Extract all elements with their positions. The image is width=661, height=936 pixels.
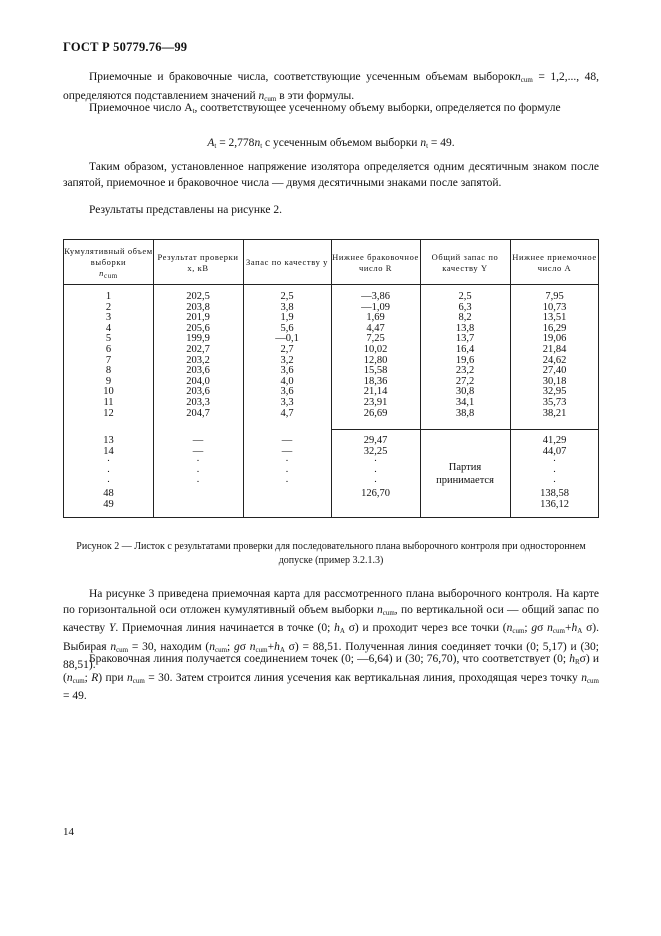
column-y-upper: 2,5 3,8 1,9 5,6 —0,1 2,7 3,2 3,6 4,0 3,6 3,3 4,7 <box>275 291 299 419</box>
header-quality-margin: Запас по качеству y <box>246 257 328 267</box>
standard-header: ГОСТ Р 50779.76—99 <box>63 40 188 54</box>
header-test-result: Результат проверки x, кВ <box>157 252 239 273</box>
header-acceptance-number: Нижнее приемочное число A <box>512 252 597 273</box>
column-x-upper: 202,5 203,8 201,9 205,6 199,9 202,7 203,2 203,6 204,0 203,6 203,3 204,7 <box>186 291 210 419</box>
figure-caption: Рисунок 2 — Листок с результатами проверки для последовательного плана выборочного контроля при одностороннем допуске (пример 3.2.1.3) <box>76 541 586 566</box>
paragraph-conclusion: Таким образом, установленное напряжение изолятора определяется одним десятичным знаком после запятой, приемочное и браковочное числа — двумя десятичными знаками после запятой. <box>63 161 599 189</box>
header-rejection-number: Нижнее браковочное число R <box>332 252 419 273</box>
header-total-margin: Общий запас по качеству Y <box>431 252 499 273</box>
column-total-y-upper: 2,5 6,3 8,2 13,8 13,7 16,4 19,6 23,2 27,2 30,8 34,1 38,8 <box>455 291 475 419</box>
paragraph-acceptance-chart: На рисунке 3 приведена приемочная карта для рассмотренного плана выборочного контроля. На карте по горизонтальной оси отложен кумулятивный объем выборки $n_{cum}$, по вертикальной оси — общий запас по качеству Y. Приемочная линия начинается в точке (0; $h_A$ σ) и проходит через все точки ($n_{cum}$; gσ $n_{cum}+h_A$ σ). Выбирая $n_{cum} = 30$, находим ($n_{cum}$; gσ $n_{cum}+h_A$ σ) = 88,51. Полученная линия соединяет точки (0; 5,17) и (30; 88,51). <box>63 588 600 671</box>
paragraph-acceptance-number-formula-intro: Приемочное число $A_t$, соответствующее усеченному объему выборки, определяется по формуле <box>89 102 561 115</box>
formula-line: $A_t = 2,778n_t$ с усеченным объемом выборки $n_t = 49$. <box>207 137 455 150</box>
lot-accepted-note: Партия принимается <box>436 462 494 486</box>
column-n-upper: 1 2 3 4 5 6 7 8 9 10 11 12 <box>103 291 114 419</box>
column-n-lower: 13 14 · · · 48 49 <box>103 435 114 510</box>
column-y-lower: — — · · · <box>281 435 293 489</box>
paragraph-acceptance-numbers: Приемочные и браковочные числа, соответствующие усеченным объемам выборокn$_{cum}$ = 1,2,..., 48, определяются подставлением значений $n_{cum}$ в эти формулы. <box>63 71 599 103</box>
column-r-upper: —3,86 —1,09 1,69 4,47 7,25 10,02 12,80 15,58 18,36 21,14 23,91 26,69 <box>361 291 390 419</box>
column-a-upper: 7,95 10,73 13,51 16,29 19,06 21,84 24,62 27,40 30,18 32,95 35,73 38,21 <box>542 291 567 419</box>
column-x-lower: — — · · · <box>192 435 204 489</box>
paragraph-results-reference: Результаты представлены на рисунке 2. <box>89 204 282 216</box>
results-table <box>63 239 599 518</box>
column-r-lower: 29,47 32,25 · · · 126,70 <box>361 435 390 499</box>
column-a-lower: 41,29 44,07 · · · 138,58 136,12 <box>540 435 569 510</box>
paragraph-rejection-line: Браковочная линия получается соединением точек (0; —6,64) и (30; 76,70), что соответствует (0; $h_R\sigma$) и ($n_{cum}$; R) при $n_{cum} = 30$. Затем строится линия усечения как вертикальная линия, проходящая через точку $n_{cum} = 49$. <box>63 653 600 702</box>
page-number: 14 <box>63 826 74 838</box>
header-cumulative-sample: Кумулятивный объем выборки $n_{cum}$ <box>64 246 153 280</box>
